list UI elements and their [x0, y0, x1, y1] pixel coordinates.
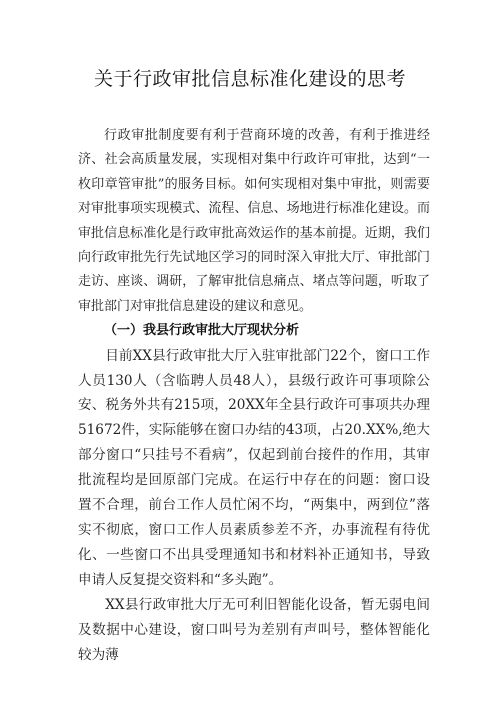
document-title: 关于行政审批信息标准化建设的思考 — [93, 68, 406, 90]
paragraph-current-status: 目前XX县行政审批大厅入驻审批部门22个，窗口工作人员130人（含临聘人员48人），县级行政许可事项除公安、税务外共有215项，20XX年全县行政许可事项共办理51672件，实际能够在窗口办结的43项，占20.XX%,绝大部分窗口“只挂号不看病”，仅起到前台接件的作用，其审批流程均是回原部门完成。在运行中存在的问题：窗口设置不合理，前台工作人员忙闲不均，“两集中，两到位”落实不彻底，窗口工作人员素质参差不齐，办事流程有待优化、一些窗口不出具受理通知书和材料补正通知书，导致申请人反复提交资料和“多头跑”。 — [78, 347, 430, 588]
paragraph-intro: 行政审批制度要有利于营商环境的改善，有利于推进经济、社会高质量发展，实现相对集中行政许可审批，达到“一枚印章管审批”的服务目标。如何实现相对集中审批，则需要对审批事项实现模式、流程、信息、场地进行标准化建设。而审批信息标准化是行政审批高效运作的基本前提。近期，我们向行政审批先行先试地区学习的同时深入审批大厅、审批部门走访、座谈、调研，了解审批信息痛点、堵点等问题，听取了审批部门对审批信息建设的建议和意见。 — [78, 128, 430, 314]
document-body — [78, 124, 430, 667]
paragraph-equipment: XX县行政审批大厅无可利旧智能化设备，暂无弱电间及数据中心建设，窗口叫号为差别有声叫号，整体智能化较为薄 — [78, 596, 430, 663]
section-heading: （一）我县行政审批大厅现状分析 — [104, 323, 300, 339]
